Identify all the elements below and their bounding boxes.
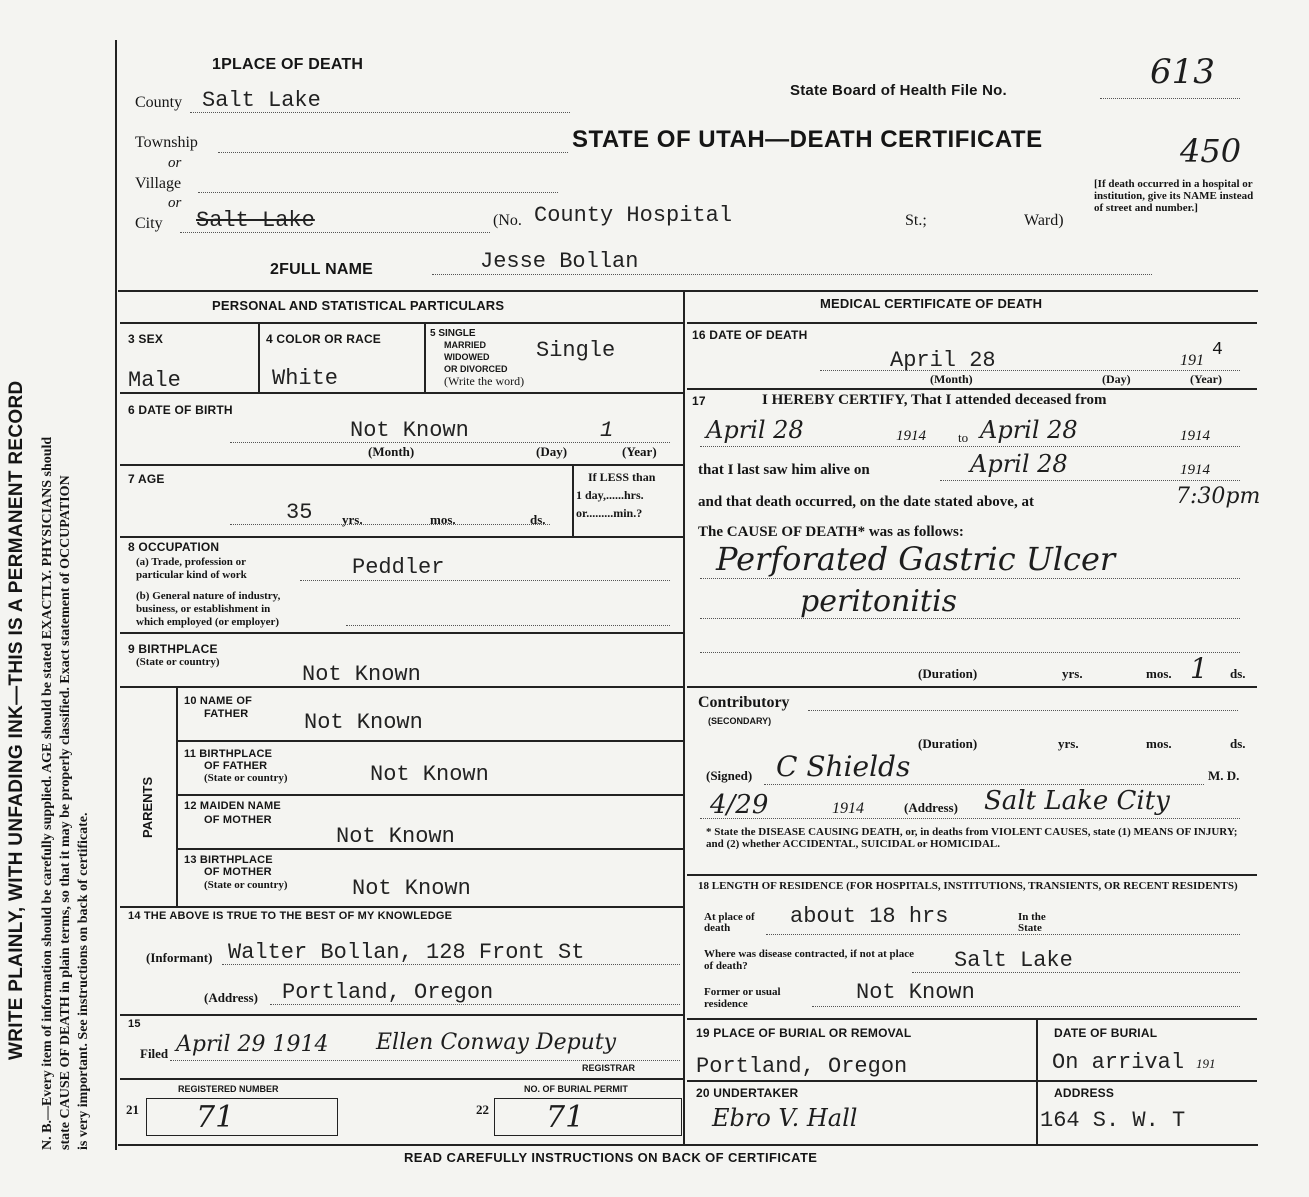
occupation-a-2: particular kind of work — [136, 569, 247, 581]
personal-heading-rule — [120, 322, 683, 324]
age-line — [230, 524, 550, 525]
cause-line-1: Perforated Gastric Ulcer — [716, 540, 1116, 578]
age-mos-label: mos. — [430, 512, 456, 527]
informant-value: Walter Bollan, 128 Front St — [228, 940, 585, 965]
cause-line-2: peritonitis — [800, 584, 957, 619]
or-1: or — [168, 155, 182, 171]
item-15: 15 — [128, 1018, 141, 1030]
filed-bottom-rule — [120, 1078, 683, 1080]
local-number: 450 — [1180, 132, 1242, 170]
full-name-label: 2FULL NAME — [270, 261, 374, 278]
dob-row-rule — [120, 464, 683, 466]
burial-permit-value: 71 — [546, 1100, 585, 1135]
at-place-value: about 18 hrs — [790, 904, 949, 929]
burial-date-year: 191 — [1196, 1056, 1216, 1071]
race-value: White — [272, 366, 339, 391]
street-no-label: (No. — [493, 212, 522, 229]
burial-permit-label: NO. OF BURIAL PERMIT — [524, 1084, 628, 1094]
item-21: 21 — [126, 1102, 139, 1117]
instructions-footer: READ CAREFULLY INSTRUCTIONS ON BACK OF CERTIFICATE — [404, 1150, 818, 1165]
father-name-label-1: 10 NAME OF — [184, 695, 253, 707]
where-contracted-value: Salt Lake — [954, 948, 1073, 973]
attend-from-year: 1914 — [896, 428, 926, 444]
dod-year-prefix: 191 — [1180, 352, 1204, 369]
marital-label-5: (Write the word) — [444, 374, 525, 388]
personal-heading: PERSONAL AND STATISTICAL PARTICULARS — [212, 298, 505, 313]
duration-ds-2: ds. — [1230, 736, 1246, 751]
informant-address-value: Portland, Oregon — [282, 980, 494, 1005]
duration-yrs-1: yrs. — [1062, 666, 1083, 681]
death-time: 7:30pm — [1176, 484, 1261, 509]
village-label: Village — [135, 175, 182, 192]
mother-name-value: Not Known — [336, 824, 455, 849]
dod-label: 16 DATE OF DEATH — [692, 328, 808, 342]
if-less-hrs: 1 day,......hrs. — [576, 488, 644, 502]
cause-line-a — [700, 578, 1240, 579]
dod-day-label: (Day) — [1102, 372, 1131, 386]
birthplace-sub: (State or country) — [136, 656, 220, 668]
township-label: Township — [135, 134, 198, 151]
dob-label: 6 DATE OF BIRTH — [128, 403, 233, 417]
occupation-a-1: (a) Trade, profession or — [136, 556, 246, 568]
in-state-label: In the State — [1018, 911, 1046, 934]
undertaker-value: Ebro V. Hall — [712, 1104, 858, 1132]
cause-line-c — [700, 652, 1240, 653]
signed-line — [764, 784, 1204, 785]
at-place-label: At place of death — [704, 911, 755, 934]
filed-value: April 29 1914 — [176, 1032, 329, 1057]
signed-label: (Signed) — [706, 768, 753, 783]
county-value: Salt Lake — [202, 88, 321, 113]
mother-name-label-2: OF MOTHER — [204, 814, 272, 826]
city-label: City — [135, 215, 163, 232]
certify-text: I HEREBY CERTIFY, That I attended deceased from — [762, 392, 1107, 408]
registrar-signature: Ellen Conway Deputy — [376, 1030, 617, 1055]
undertaker-label: 20 UNDERTAKER — [696, 1086, 799, 1100]
marital-label-1: 5 SINGLE — [430, 328, 476, 339]
duration-label-1: (Duration) — [918, 666, 978, 681]
dob-day-label: (Day) — [536, 444, 568, 459]
village-line — [198, 192, 558, 193]
occupation-b-3: which employed (or employer) — [136, 616, 280, 628]
sex-race-divider — [258, 324, 260, 392]
age-label: 7 AGE — [128, 472, 165, 486]
or-2: or — [168, 195, 182, 211]
sex-value: Male — [128, 368, 181, 393]
contributory-label: Contributory — [698, 694, 790, 711]
city-value: Salt Lake — [196, 208, 315, 233]
primary-cause-rule — [687, 686, 1257, 688]
medical-address-label: (Address) — [904, 800, 958, 815]
if-less-than: If LESS than — [588, 470, 656, 484]
medical-address-value: Salt Lake City — [984, 786, 1170, 816]
father-name-value: Not Known — [304, 710, 423, 735]
race-marital-divider — [424, 324, 426, 392]
nb-instruction-line-3: is very important. See instructions on back of certificate. — [76, 812, 91, 1150]
form-bottom-rule — [118, 1144, 1258, 1146]
burial-bottom-rule — [687, 1080, 1257, 1082]
race-label: 4 COLOR OR RACE — [266, 332, 382, 346]
filed-label: Filed — [140, 1046, 169, 1061]
age-ds-label: ds. — [530, 512, 546, 527]
secondary-label: (SECONDARY) — [708, 716, 772, 726]
former-residence-label: Former or usual residence — [704, 986, 781, 1010]
dod-bottom-rule — [687, 388, 1257, 390]
county-line — [190, 112, 570, 113]
file-no-line — [1100, 98, 1240, 99]
dob-line — [230, 442, 670, 443]
attend-to-label: to — [958, 430, 969, 445]
signed-value: C Shields — [776, 750, 911, 783]
item-17: 17 — [692, 394, 706, 408]
sex-label: 3 SEX — [128, 332, 164, 346]
certificate-title: STATE OF UTAH—DEATH CERTIFICATE — [572, 126, 1043, 153]
file-no-value: 613 — [1150, 52, 1215, 92]
last-saw-value: April 28 — [970, 450, 1068, 478]
county-label: County — [135, 94, 183, 111]
father-birth-rule — [178, 794, 683, 796]
nb-instruction-line-1: N. B.—Every item of information should be carefully supplied. AGE should be stated EXACTLY. PHYSICIANS should — [40, 436, 55, 1150]
mother-birth-value: Not Known — [352, 876, 471, 901]
dod-line — [820, 370, 1240, 371]
city-line — [180, 232, 490, 233]
if-less-min: or.........min.? — [576, 506, 643, 520]
main-top-rule — [118, 290, 1258, 292]
contributory-line — [808, 710, 1238, 711]
full-name-value: Jesse Bollan — [480, 249, 639, 274]
mother-birth-label-3: (State or country) — [204, 879, 288, 891]
form-left-border — [115, 40, 117, 1150]
occupation-row-rule — [120, 632, 683, 634]
knowledge-label: 14 THE ABOVE IS TRUE TO THE BEST OF MY KNOWLEDGE — [128, 910, 453, 922]
undertaker-address-value: 164 S. W. T — [1040, 1108, 1186, 1133]
burial-date-label: DATE OF BURIAL — [1054, 1026, 1158, 1040]
sex-row-rule — [120, 392, 683, 394]
dod-value: April 28 — [890, 348, 996, 373]
marital-label-4: OR DIVORCED — [444, 364, 508, 374]
last-saw-text: that I last saw him alive on — [698, 462, 870, 478]
residence-bottom-rule — [687, 1018, 1257, 1020]
medical-footnote: * State the DISEASE CAUSING DEATH, or, in deaths from VIOLENT CAUSES, state (1) MEANS OF INJURY; and (2) whether ACCIDENTAL, SUICIDAL or HOMICIDAL. — [706, 826, 1238, 850]
birthplace-value: Not Known — [302, 662, 421, 687]
duration-ds-1: ds. — [1230, 666, 1246, 681]
township-line — [218, 152, 568, 153]
attend-to: April 28 — [980, 416, 1078, 444]
residence-line — [766, 934, 1240, 935]
death-occurred-text: and that death occurred, on the date stated above, at — [698, 494, 1034, 510]
marital-label-2: MARRIED — [444, 340, 486, 350]
item-22: 22 — [476, 1102, 489, 1117]
occupation-line-a — [300, 580, 670, 581]
full-name-line — [432, 274, 1152, 275]
father-birth-value: Not Known — [370, 762, 489, 787]
sign-date-line — [700, 818, 1240, 819]
ward-label: Ward) — [1024, 212, 1064, 229]
informant-line — [222, 964, 680, 965]
dod-year-label: (Year) — [1190, 372, 1222, 386]
father-birth-label-3: (State or country) — [204, 772, 288, 784]
registered-number-label: REGISTERED NUMBER — [178, 1084, 279, 1094]
occupation-b-1: (b) General nature of industry, — [136, 590, 281, 602]
nb-instruction-line-2: state CAUSE OF DEATH in plain terms, so that it may be properly classified. Exact statement of OCCUPATION — [58, 475, 73, 1150]
marital-value: Single — [536, 338, 616, 363]
birthplace-label: 9 BIRTHPLACE — [128, 642, 218, 656]
dod-month-label: (Month) — [930, 372, 973, 386]
occupation-value: Peddler — [352, 555, 445, 580]
mother-name-label-1: 12 MAIDEN NAME — [184, 800, 281, 812]
cause-label: The CAUSE OF DEATH* was as follows: — [698, 524, 964, 540]
former-residence-value: Not Known — [856, 980, 975, 1005]
street-label: St.; — [905, 212, 927, 229]
where-contracted-line — [912, 972, 1240, 973]
parents-label: PARENTS — [140, 776, 155, 838]
dod-year: 4 — [1212, 340, 1223, 360]
duration-label-2: (Duration) — [918, 736, 978, 751]
former-residence-line — [812, 1006, 1240, 1007]
center-divider — [683, 290, 685, 1145]
informant-label: (Informant) — [146, 950, 213, 965]
registrar-label: REGISTRAR — [582, 1063, 636, 1073]
duration-mos-1: mos. — [1146, 666, 1172, 681]
informant-bottom-rule — [120, 1014, 683, 1016]
informant-address-line — [270, 1004, 680, 1005]
dob-month-label: (Month) — [368, 444, 415, 459]
last-saw-line — [940, 480, 1240, 481]
age-yrs-label: yrs. — [342, 512, 363, 527]
dob-value: Not Known — [350, 418, 469, 443]
filed-line — [170, 1060, 680, 1061]
occupation-b-2: business, or establishment in — [136, 603, 271, 615]
burial-permit-box — [494, 1098, 682, 1136]
registered-number-value: 71 — [196, 1100, 235, 1135]
file-no-label: State Board of Health File No. — [790, 82, 1007, 99]
attend-from: April 28 — [706, 416, 804, 444]
age-value: 35 — [286, 500, 313, 525]
age-row-rule — [120, 536, 683, 538]
medical-heading-rule — [687, 322, 1257, 324]
hospital-note: [If death occurred in a hospital or institution, give its NAME instead of street and number.] — [1094, 178, 1254, 214]
place-of-death-label: 1PLACE OF DEATH — [212, 56, 364, 73]
mother-birth-label-2: OF MOTHER — [204, 866, 272, 878]
residence-label: 18 LENGTH OF RESIDENCE (FOR HOSPITALS, INSTITUTIONS, TRANSIENTS, OR RECENT RESIDENTS) — [698, 880, 1238, 892]
permanent-record-notice: WRITE PLAINLY, WITH UNFADING INK—THIS IS A PERMANENT RECORD — [6, 380, 27, 1060]
burial-place-label: 19 PLACE OF BURIAL OR REMOVAL — [696, 1026, 912, 1040]
marital-label-3: WIDOWED — [444, 352, 490, 362]
informant-address-label: (Address) — [204, 990, 258, 1005]
last-saw-year: 1914 — [1180, 462, 1210, 478]
sign-year: 1914 — [832, 800, 864, 817]
registered-number-box — [146, 1098, 338, 1136]
mother-birth-label-1: 13 BIRTHPLACE — [184, 854, 273, 866]
attend-line — [700, 446, 1240, 447]
undertaker-address-label: ADDRESS — [1054, 1086, 1115, 1100]
cause-line-b — [700, 618, 1240, 619]
parents-bottom-rule — [120, 906, 683, 908]
parents-divider — [176, 688, 178, 906]
attend-to-year: 1914 — [1180, 428, 1210, 444]
father-name-label-2: FATHER — [204, 708, 249, 720]
medical-heading: MEDICAL CERTIFICATE OF DEATH — [820, 296, 1043, 311]
burial-place-value: Portland, Oregon — [696, 1054, 908, 1079]
age-less-divider — [572, 466, 574, 536]
father-name-rule — [178, 740, 683, 742]
father-birth-label-2: OF FATHER — [204, 760, 268, 772]
occupation-line-b — [346, 625, 670, 626]
md-label: M. D. — [1208, 768, 1240, 783]
sign-date: 4/29 — [710, 790, 769, 820]
duration-mos-2: mos. — [1146, 736, 1172, 751]
footnote-bottom-rule — [687, 874, 1257, 876]
dob-day-value: 1 — [600, 418, 614, 443]
where-contracted-label: Where was disease contracted, if not at place of death? — [704, 948, 914, 972]
duration-yrs-2: yrs. — [1058, 736, 1079, 751]
dob-year-label: (Year) — [622, 444, 657, 459]
burial-date-value: On arrival — [1052, 1050, 1185, 1075]
street-no-value: County Hospital — [534, 203, 733, 228]
duration-ds-value: 1 — [1190, 652, 1208, 685]
father-birth-label-1: 11 BIRTHPLACE — [184, 748, 273, 760]
occupation-label: 8 OCCUPATION — [128, 540, 220, 554]
